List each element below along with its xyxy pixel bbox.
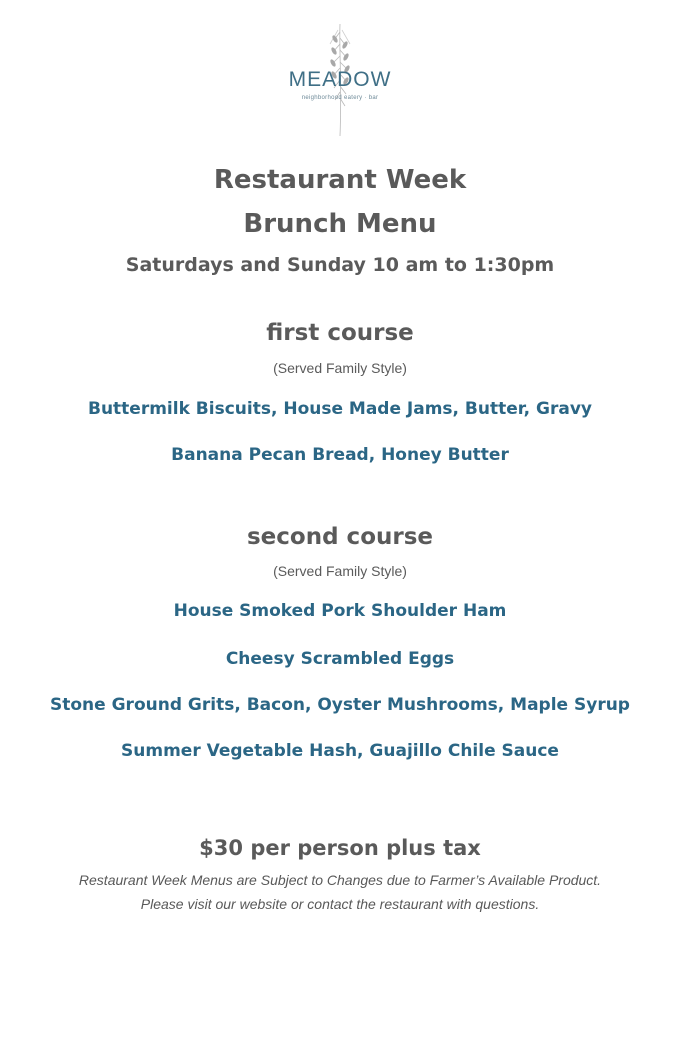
page-title-line2: Brunch Menu (243, 209, 437, 239)
menu-item: Banana Pecan Bread, Honey Butter (171, 445, 509, 465)
second-course-heading: second course (246, 524, 433, 550)
first-course-note: (Served Family Style) (273, 360, 407, 376)
second-course-note: (Served Family Style) (273, 563, 407, 579)
logo-tagline: neighborhood eatery · bar (301, 95, 379, 101)
menu-item: Buttermilk Biscuits, House Made Jams, Butter, Gravy (87, 399, 592, 419)
menu-item: Cheesy Scrambled Eggs (225, 649, 455, 669)
menu-item: Stone Ground Grits, Bacon, Oyster Mushrooms, Maple Syrup (50, 695, 630, 715)
logo-name: MEADOW (288, 68, 392, 91)
disclaimer-line2: Please visit our website or contact the restaurant with questions. (140, 896, 540, 912)
first-course-heading: first course (266, 320, 414, 346)
menu-item: House Smoked Pork Shoulder Ham (173, 601, 507, 621)
disclaimer-line1: Restaurant Week Menus are Subject to Changes due to Farmer’s Available Product. (78, 872, 602, 888)
hours-text: Saturdays and Sunday 10 am to 1:30pm (125, 254, 555, 276)
price-text: $30 per person plus tax (199, 836, 481, 860)
page-title-line1: Restaurant Week (213, 165, 467, 195)
menu-item: Summer Vegetable Hash, Guajillo Chile Sauce (121, 741, 559, 761)
restaurant-logo (0, 20, 680, 140)
